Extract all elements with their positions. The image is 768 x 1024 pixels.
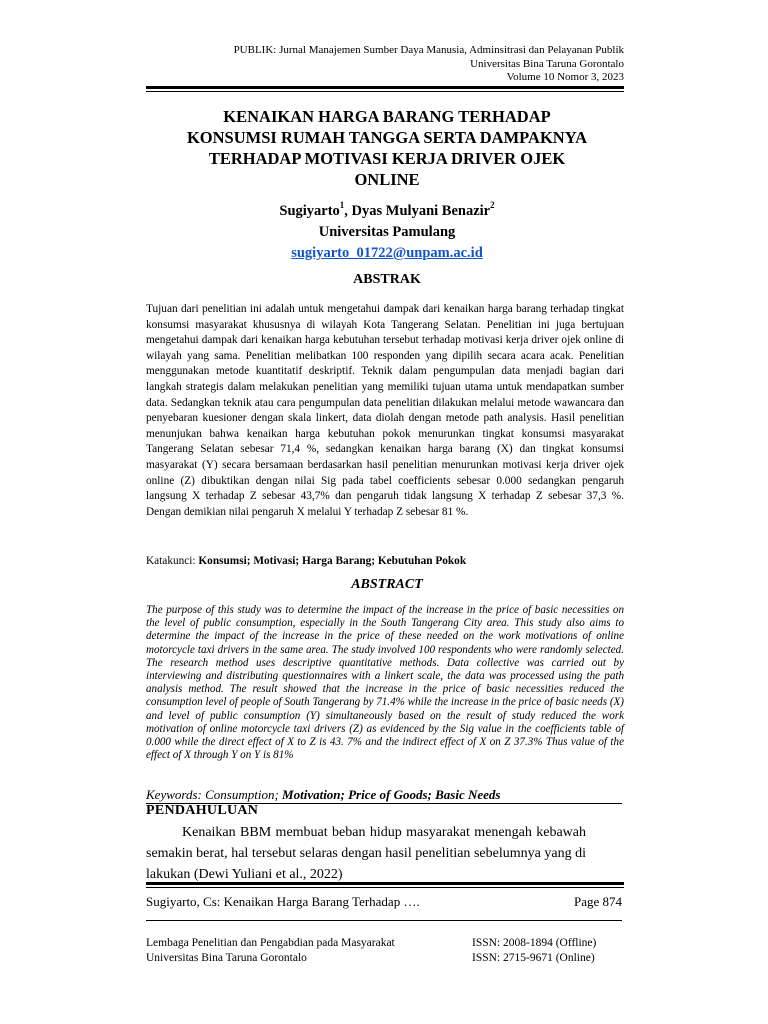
author-names <box>150 201 624 222</box>
author-1-affiliation-mark: 1 <box>339 200 345 210</box>
abstrak-heading: ABSTRAK <box>353 272 421 287</box>
keywords-line <box>146 787 624 803</box>
publisher-info <box>146 936 395 965</box>
abstract-heading: ABSTRACT <box>351 577 423 592</box>
katakunci-terms: Konsumsi; Motivasi; Harga Barang; Kebutuhan Pokok <box>198 555 467 567</box>
author-block <box>150 201 624 264</box>
journal-header <box>140 44 624 85</box>
publisher-line-2: Universitas Bina Taruna Gorontalo <box>146 951 307 964</box>
issn-offline: ISSN: 2008-1894 (Offline) <box>472 937 597 949</box>
title-line-1: KENAIKAN HARGA BARANG TERHADAP <box>223 107 551 126</box>
abstract-body: The purpose of this study was to determine the impact of the increase in the price of basic necessities on the level of public consumption, especially in the South Tangerang City area. This study also aims to determine the impact of the increase in the price of these needed on the work motivations of online motorcycle taxi drivers in the same area. The study involved 100 respondents who were randomly selected. The research method uses descriptive quantitative methods. Data collective was carried out by interviewing and distributing questionnaires with a linkert scale, the data was processed using the path analysis method. The result showed that the increase in the price of basic necessities reduced the consumption level of people of South Tangerang by 71.4% while the increase in the price of basic needs (X) and level of public consumption (Y) simultaneously based on the result of study reduced the work motivation of online motorcycle taxi drivers (Z) as evidenced by the Sig value in the coefficients table of 0.000 while the direct effect of X to Z is 43. 7% and the indirect effect of X on Z 37.3% Thus value of the effect of X through Y on Y is 81% <box>146 604 624 762</box>
title-line-3: TERHADAP MOTIVASI KERJA DRIVER OJEK <box>208 149 566 168</box>
publisher-line-1: Lembaga Penelitian dan Pengabdian pada Masyarakat <box>146 937 395 949</box>
journal-university: Universitas Bina Taruna Gorontalo <box>470 57 624 70</box>
journal-volume: Volume 10 Nomor 3, 2023 <box>506 71 624 83</box>
abstrak-body: Tujuan dari penelitian ini adalah untuk mengetahui dampak dari kenaikan harga barang terhadap tingkat konsumsi masyarakat khususnya di wilayah Kota Tangerang Selatan. Penelitian ini juga bertujuan mengetahui dampak dari kenaikan harga kebutuhan tersebut terhadap motivasi kerja driver ojek online di wilayah yang sama. Penelitian melibatkan 100 responden yang dipilih secara acara acak. Penelitian menggunakan metode kuantitatif deskriptif. Teknik dalam pengumpulan data menjadi bagian dari langkah strategis dalam melakukan penelitian yang memiliki tujuan utama untuk mendapatkan sumber data. Sedangkan teknik atau cara pengumpulan data penelitian dilakukan melalui metode wawancara dan penyebaran kuesioner dengan skala linkert, data diolah dengan metode path analysis. Hasil penelitian menunjukan bahwa kenaikan harga kebutuhan pokok menurunkan tingkat konsumsi masyarakat Tangerang Selatan sebesar 71,4 %, sedangkan kenaikan harga barang (X) dan tingkat konsumsi masyarakat (Y) secara bersamaan berdasarkan hasil penelitian menurunkan motivasi kerja driver ojek online (Z) dibuktikan dengan nilai Sig pada tabel coefficients sebesar 0.000 sedangkan pengaruh langsung X terhadap Z sebesar 43,7% dan pengaruh tidak langsung X terhadap Z sebesar 37,3 %. Dengan demikian nilai pengaruh X melalui Y terhadap Z sebesar 81 %. <box>146 303 624 518</box>
journal-name: PUBLIK: Jurnal Manajemen Sumber Daya Manusia, Adminsitrasi dan Pelayanan Publik <box>233 44 624 56</box>
author-2: Dyas Mulyani Benazir <box>351 203 491 219</box>
title-line-4: ONLINE <box>354 170 420 189</box>
author-separator: , <box>344 203 352 219</box>
header-rule <box>146 86 624 92</box>
author-affiliation: Universitas Pamulang <box>318 224 456 240</box>
keywords-label: Keywords: Consumption; <box>146 787 279 802</box>
paper-title <box>150 106 624 190</box>
page-number: Page 874 <box>573 894 622 909</box>
issn-info <box>472 936 596 965</box>
pendahuluan-body: Kenaikan BBM membuat beban hidup masyarakat menengah kebawah semakin berat, hal tersebut selaras dengan hasil penelitian sebelumnya yang di lakukan (Dewi Yuliani et al., 2022) <box>146 825 586 882</box>
author-email-link[interactable]: sugiyarto_01722@unpam.ac.id <box>291 245 483 261</box>
author-2-affiliation-mark: 2 <box>490 200 495 210</box>
author-1: Sugiyarto <box>279 203 340 219</box>
katakunci-line <box>146 554 624 569</box>
running-footer-title: Sugiyarto, Cs: Kenaikan Harga Barang Terhadap …. <box>146 894 420 909</box>
footer-rule <box>146 882 624 888</box>
issn-online: ISSN: 2715-9671 (Online) <box>472 951 595 964</box>
title-line-2: KONSUMSI RUMAH TANGGA SERTA DAMPAKNYA <box>186 128 588 147</box>
running-footer <box>146 894 622 910</box>
pendahuluan-heading: PENDAHULUAN <box>146 803 259 818</box>
footer-rule-thin <box>146 920 622 921</box>
keywords-terms: Motivation; Price of Goods; Basic Needs <box>282 787 501 802</box>
katakunci-label: Katakunci: <box>146 555 196 567</box>
